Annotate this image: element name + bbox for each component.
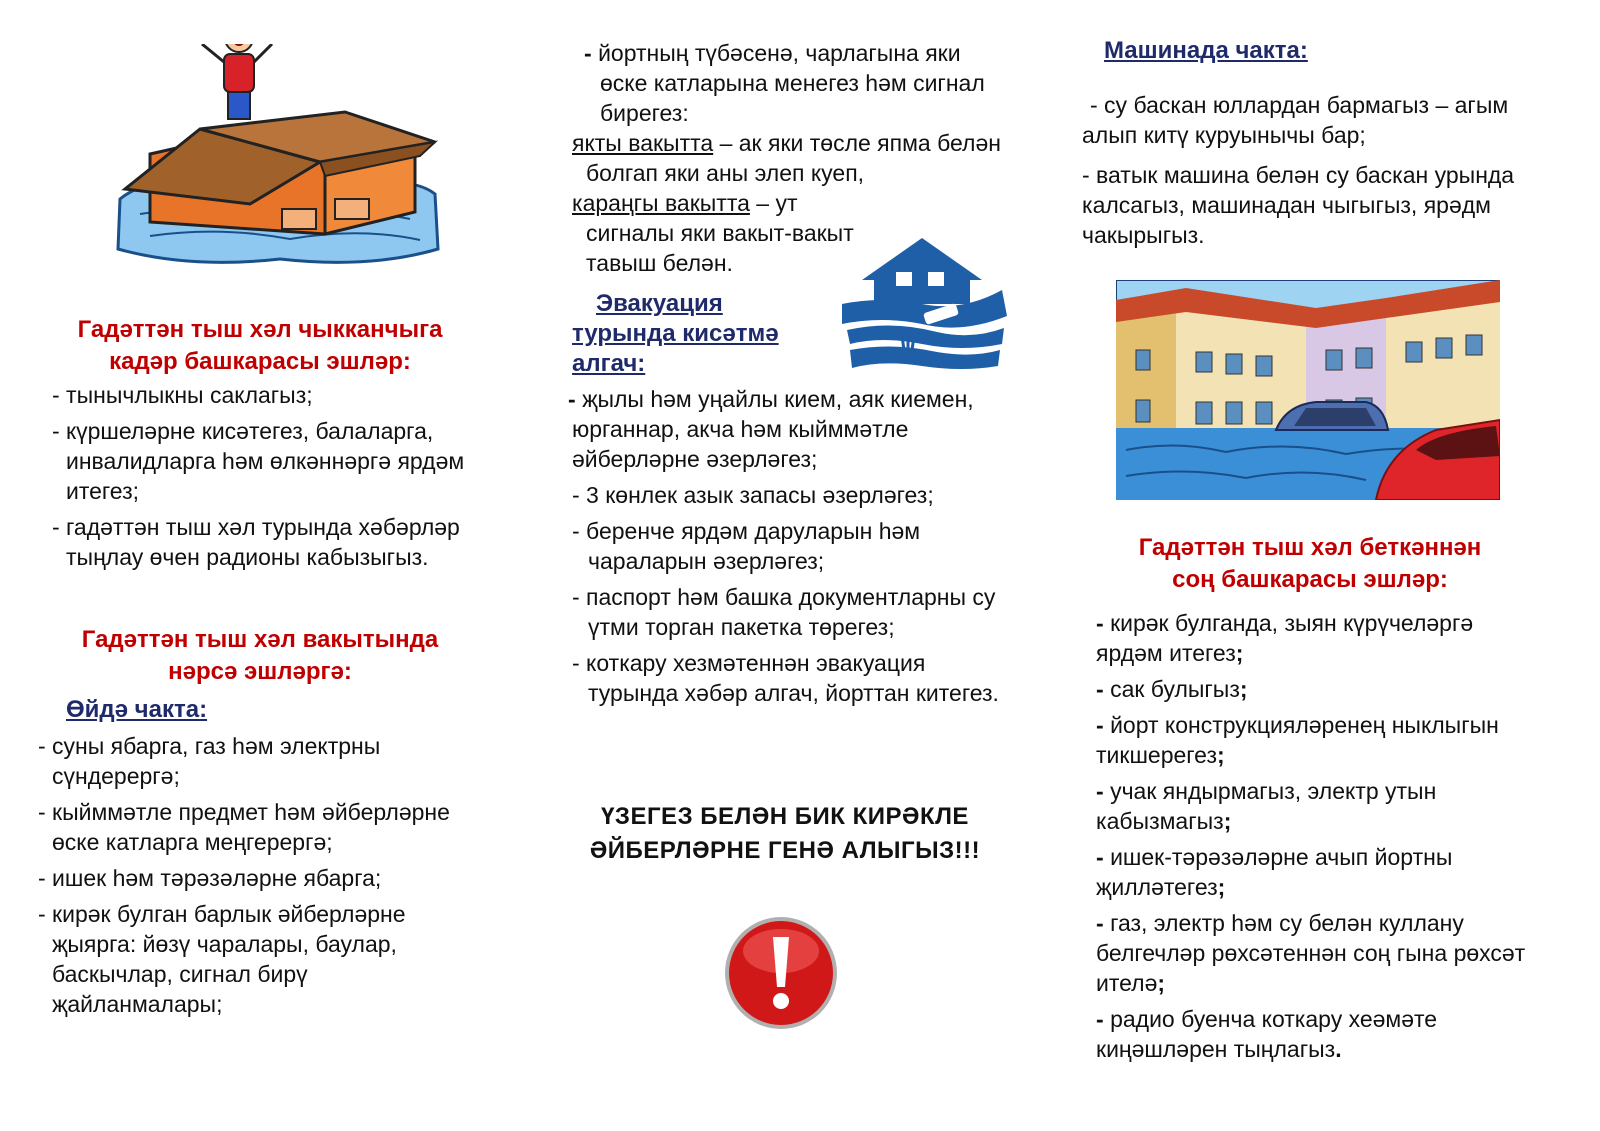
list-at-home bbox=[26, 731, 476, 1025]
list-before-emergency bbox=[40, 380, 480, 578]
list-after-emergency bbox=[1096, 608, 1536, 1070]
list-item: - кирәк булган барлык әйберләрне җыярга: йөзү чаралары, баулар, баскычлар, сигнал бирү җайланмалары; bbox=[38, 901, 406, 1017]
list-evacuation bbox=[560, 384, 1020, 714]
list-item: - паспорт һәм башка документларны су үтми торган пакетка төрегез; bbox=[572, 584, 996, 640]
list-item: - җылы һәм уңайлы кием, аяк киемен, юрганнар, акча һәм кыйммәтле әйберләрне әзерләгез; bbox=[568, 386, 974, 472]
flooded-house-illustration bbox=[110, 44, 445, 269]
list-item: - кыйммәтле предмет һәм әйберләрне өске катларга меңгерергә; bbox=[38, 799, 450, 855]
list-item: - ишек-тәрәзәләрне ачып йортны җилләтегез; bbox=[1096, 844, 1453, 900]
list-item: - суны ябарга, газ һәм электрны сүндерергә; bbox=[38, 733, 381, 789]
list-item: - тынычлыкны саклагыз; bbox=[52, 382, 313, 408]
right-panel bbox=[1082, 0, 1600, 1131]
signal-intro: - йортның түбәсенә, чарлагына яки өске катларына менегез һәм сигнал бирегез: bbox=[584, 40, 985, 126]
flood-logo-icon bbox=[842, 232, 1012, 377]
heading-before-emergency: Гадәттән тыш хәл чыкканчыга кадәр башкарасы эшләр: bbox=[77, 316, 443, 375]
evacuation-title: Эвакуация турында кисәтмә алгач: bbox=[572, 290, 779, 377]
section-at-home-title: Өйдә чакта: bbox=[66, 696, 208, 723]
list-in-car bbox=[1082, 90, 1522, 256]
flooded-street-illustration bbox=[1116, 280, 1500, 500]
list-item: - радио буенча коткару хеәмәте киңәшләрен тыңлагыз. bbox=[1096, 1006, 1438, 1062]
list-item: - гадәттән тыш хәл турында хәбәрләр тыңлау өчен радионы кабызыгыз. bbox=[52, 514, 460, 570]
heading-after-emergency: Гадәттән тыш хәл беткәннән соң башкарасы эшләр: bbox=[1138, 534, 1482, 593]
night-label: караңгы вакытта bbox=[572, 190, 750, 216]
section-in-car-title: Машинада чакта: bbox=[1104, 37, 1308, 64]
list-item: - күршеләрне кисәтегез, балаларга, инвалидларга һәм өлкәннәргә ярдәм итегез; bbox=[52, 418, 465, 504]
list-item: - учак яндырмагыз, электр утын кабызмагыз; bbox=[1096, 778, 1437, 834]
list-item: - коткару хезмәтеннән эвакуация турында хәбәр алгач, йорттан китегез. bbox=[572, 650, 999, 706]
list-item: - кирәк булганда, зыян күрүчеләргә ярдәм итегез; bbox=[1096, 610, 1474, 666]
signal-night: караңгы вакытта – ут сигналы яки вакыт-вакыт тавыш белән. bbox=[572, 190, 854, 276]
left-panel bbox=[0, 0, 520, 1131]
middle-panel bbox=[560, 0, 1060, 1131]
list-item: - ватык машина белән су баскан урында калсагыз, машинадан чыгыгыз, ярәдм чакырыгыз. bbox=[1082, 162, 1515, 248]
day-label: якты вакытта bbox=[572, 130, 714, 156]
list-item: - йорт конструкцияләренең ныклыгын тикшерегез; bbox=[1096, 712, 1499, 768]
signal-day: якты вакытта – ак яки төсле япма белән болгап яки аны элеп куеп, bbox=[572, 130, 1001, 186]
heading-during-emergency: Гадәттән тыш хәл вакытында нәрсә эшләргә: bbox=[81, 626, 439, 685]
list-item: - газ, электр һәм су белән куллану белгечләр рөхсәтеннән соң гына рөхсәт ителә; bbox=[1096, 910, 1526, 996]
list-item: - беренче ярдәм даруларын һәм чараларын әзерләгез; bbox=[572, 518, 921, 574]
list-item: - сак булыгыз; bbox=[1096, 676, 1248, 702]
list-item: - ишек һәм тәрәзәләрне ябарга; bbox=[38, 865, 382, 891]
warning-text: ҮЗЕГЕЗ БЕЛӘН БИК КИРӘКЛЕ ӘЙБЕРЛӘРНЕ ГЕНӘ АЛЫГЫЗ!!! bbox=[589, 803, 981, 864]
list-item: - су баскан юллардан бармагыз – агым алып китү куруынычы бар; bbox=[1082, 92, 1509, 148]
list-item: - 3 көнлек азык запасы әзерләгез; bbox=[572, 482, 934, 508]
warning-exclamation-icon bbox=[723, 915, 839, 1031]
